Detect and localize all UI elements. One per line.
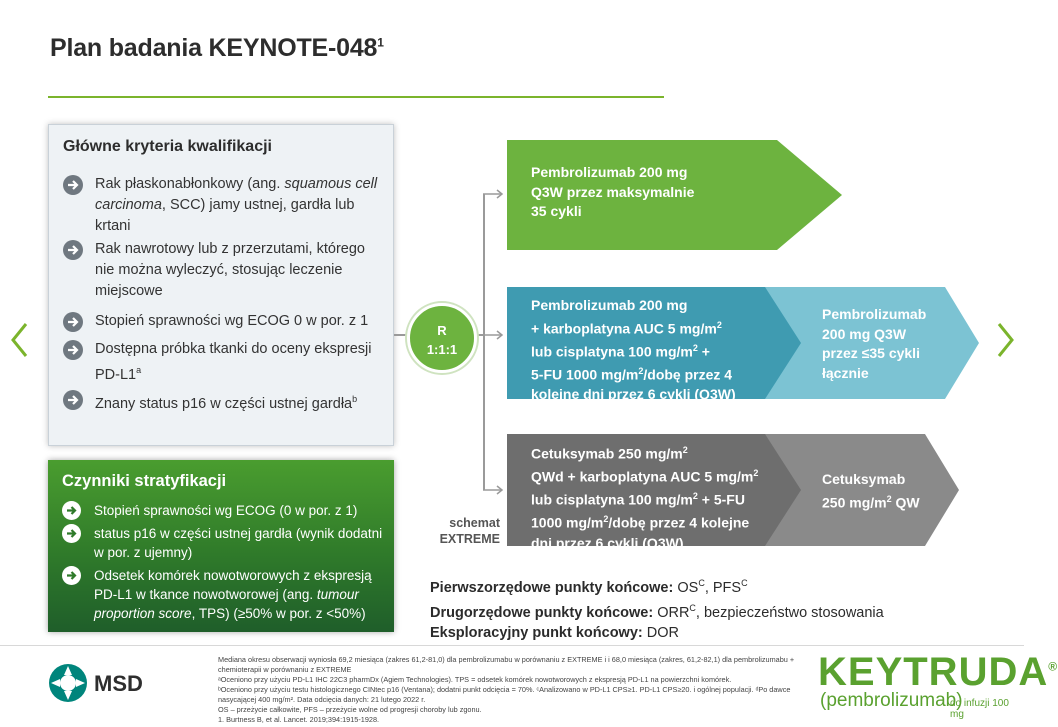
eligibility-text: Rak płaskonabłonkowy (ang. <box>95 176 285 192</box>
eligibility-item <box>63 389 383 433</box>
arm2-maintenance-label <box>822 305 926 383</box>
stratification-item <box>62 566 387 626</box>
arm3-label <box>531 441 758 553</box>
superscript: 2 <box>753 468 759 479</box>
arm2-line: 5-FU 1000 mg/m <box>531 366 639 383</box>
previous-slide-chevron-icon[interactable] <box>8 320 32 360</box>
arm3-line: QWd + karboplatyna AUC 5 mg/m <box>531 468 754 485</box>
secondary-endpoints-label: Drugorzędowe punkty końcowe: <box>430 604 654 621</box>
msd-logo-icon <box>48 663 88 703</box>
keytruda-wordmark: KEYTRUDA <box>818 650 1049 694</box>
arm1-arrow-icon <box>483 188 506 200</box>
page-title-text: Plan badania KEYNOTE-048 <box>50 34 378 62</box>
keytruda-logo <box>818 650 1058 695</box>
eligibility-item <box>63 239 383 303</box>
title-reference: 1 <box>377 35 384 50</box>
schema-label-line: EXTREME <box>439 532 500 546</box>
arm2-line: lub cisplatyna 100 mg/m <box>531 343 693 360</box>
keytruda-dose: do infuzji 100 mg <box>950 698 1009 720</box>
eligibility-item <box>63 174 383 238</box>
footnotes <box>218 655 798 725</box>
arm2-line: + <box>697 343 710 360</box>
arm1-line: Q3W przez maksymalnie <box>531 183 695 200</box>
exploratory-endpoint <box>430 623 884 643</box>
superscript: 2 <box>682 445 688 455</box>
footnote-marker: b <box>352 394 358 404</box>
arm2-line: kolejne dni przez 6 cykli (Q3W) <box>531 385 736 402</box>
eligibility-criteria-panel <box>48 124 394 446</box>
stratification-factors-panel <box>48 460 394 632</box>
stratification-text-italic: tumour proportion score <box>94 587 359 621</box>
endpoint-value: OS <box>673 579 699 596</box>
schema-label-line: schemat <box>449 516 500 530</box>
arm3-line: dni przez 6 cykli (Q3W) <box>531 534 684 551</box>
stratification-text: , TPS) (≥50% w por. z <50%) <box>191 606 366 621</box>
arm3-line: 1000 mg/m <box>531 515 604 532</box>
randomization-ratio: 1:1:1 <box>426 342 458 357</box>
superscript: 2 <box>886 493 892 504</box>
superscript: C <box>741 578 748 588</box>
connector-line <box>483 194 485 490</box>
footnote-line: 1. Burtness B, et al. Lancet. 2019;394:1915-1928. <box>218 715 380 724</box>
arm3-line: + 5-FU <box>697 491 745 508</box>
title-divider <box>48 96 664 98</box>
arrow-circle-icon <box>63 390 83 410</box>
eligibility-text: Stopień sprawności wg ECOG 0 w por. z 1 <box>95 313 369 329</box>
msd-brand-text: MSD <box>94 671 143 696</box>
superscript: 2 <box>692 491 698 502</box>
arm1-line: 35 cykli <box>531 203 582 219</box>
eligibility-item <box>63 339 383 383</box>
arrow-circle-icon <box>63 312 83 332</box>
arm2-line: Pembrolizumab 200 mg <box>531 297 688 313</box>
secondary-endpoints <box>430 598 884 623</box>
stratification-text: Stopień sprawności wg ECOG (0 w por. z 1) <box>94 503 358 518</box>
stratification-item <box>62 501 387 521</box>
footnote-line: ᵃOceniono przy użyciu PD-L1 IHC 22C3 pharmDx (Agiem Technologies). TPS = odsetek komórek nowotworowych z ekspresją PD-L1 na powierzchni komórek. <box>218 675 732 684</box>
arm2-line: /dobę przez 4 <box>643 366 733 383</box>
superscript: C <box>698 578 705 588</box>
arm3-line: /dobę przez 4 kolejne <box>608 515 750 532</box>
keytruda-generic-name: (pembrolizumab) <box>820 690 963 711</box>
endpoint-value: DOR <box>642 624 679 641</box>
primary-endpoints-label: Pierwszorzędowe punkty końcowe: <box>430 579 674 596</box>
arrow-circle-icon <box>63 240 83 260</box>
arm2-maintenance-line: przez ≤35 cykli <box>822 345 920 361</box>
eligibility-item <box>63 311 383 333</box>
eligibility-text-italic: squamous cell carcinoma <box>95 176 378 213</box>
eligibility-text: Dostępna próbka tkanki do oceny ekspresji PD-L1 <box>95 341 372 383</box>
footnote-line: Mediana okresu obserwacji wyniosła 69,2 miesiąca (zakres 61,2-81,0) dla pembrolizumabu w porównaniu z EXTREME i i 68,0 miesiąca (zakres, 61,2-82,1) dla pembrolizumabu + chemioterapii w porównaniu z EXTREME <box>218 655 795 674</box>
arm2-maintenance-line: 200 mg Q3W <box>822 325 907 342</box>
arm3-line: Cetuksymab 250 mg/m <box>531 445 683 462</box>
arm2-maintenance-line: Pembrolizumab <box>822 306 927 322</box>
page-title <box>50 34 384 63</box>
superscript: 2 <box>603 514 609 525</box>
arm2-arrow-icon <box>483 329 506 341</box>
eligibility-text: Rak nawrotowy lub z przerzutami, którego nie można wyleczyć, stosując leczenie miejscowe <box>95 241 365 299</box>
footer-divider <box>0 645 1024 646</box>
eligibility-text: , SCC) jamy ustnej, gardła lub krtani <box>95 197 355 234</box>
arm1-label <box>531 163 694 222</box>
footnote-line: OS – przeżycie całkowite, PFS – przeżycie wolne od progresji choroby lub zgonu. <box>218 705 482 714</box>
endpoint-value: , PFS <box>704 579 742 596</box>
superscript: 2 <box>692 342 698 353</box>
arrow-circle-icon <box>63 175 83 195</box>
arm3-maintenance-line: Cetuksymab <box>822 471 906 487</box>
arm3-line: lub cisplatyna 100 mg/m <box>531 491 693 508</box>
next-slide-chevron-icon[interactable] <box>993 320 1017 360</box>
footnote-line: ᵇOceniono przy użyciu testu histologicznego CINtec p16 (Ventana); dodatni punkt odcięcia = 70%. ᶜAnalizowano w PD-L1 CPS≥1. PD-L1 CPS≥20. i ogólnej populacji. ᵈPo dawce nasycającej 400 mg/m². Data odcięcia danych: 21 lutego 2022 r. <box>218 685 791 704</box>
arrow-circle-icon <box>63 340 83 360</box>
endpoint-value: ORR <box>653 604 690 621</box>
connector-line <box>394 334 407 336</box>
endpoint-value: , bezpieczeństwo stosowania <box>695 604 884 621</box>
arm3-maintenance-line: QW <box>891 494 920 511</box>
arrow-circle-icon <box>62 524 81 543</box>
superscript: C <box>689 602 696 613</box>
superscript: 2 <box>638 365 644 376</box>
arm3-maintenance-line: 250 mg/m <box>822 494 887 511</box>
randomization-circle <box>407 303 477 373</box>
exploratory-endpoint-label: Eksploracyjny punkt końcowy: <box>430 624 643 641</box>
endpoints-block <box>430 573 884 643</box>
superscript: 2 <box>716 319 722 330</box>
arm2-line: + karboplatyna AUC 5 mg/m <box>531 320 717 337</box>
eligibility-text: Znany status p16 w części ustnej gardła <box>95 395 353 412</box>
arrow-circle-icon <box>62 501 81 520</box>
stratification-item <box>62 524 387 564</box>
stratification-heading: Czynniki stratyfikacji <box>62 472 227 490</box>
schema-label <box>420 515 500 547</box>
registered-mark: ® <box>1048 659 1058 674</box>
arm2-maintenance-line: łącznie <box>822 364 869 381</box>
primary-endpoints <box>430 573 884 598</box>
footnote-marker: a <box>136 365 142 375</box>
stratification-text: Odsetek komórek nowotworowych z ekspresją PD-L1 w tkance nowotworowej (ang. <box>94 568 372 602</box>
arm2-label <box>531 296 736 404</box>
eligibility-heading: Główne kryteria kwalifikacji <box>63 138 272 155</box>
arrow-circle-icon <box>62 566 81 585</box>
arm3-maintenance-label <box>822 470 920 513</box>
arm3-arrow-icon <box>483 484 506 496</box>
randomization-label: R <box>437 323 447 338</box>
stratification-text: status p16 w części ustnej gardła (wynik dodatni w por. z ujemny) <box>94 526 383 560</box>
arm1-line: Pembrolizumab 200 mg <box>531 164 688 180</box>
